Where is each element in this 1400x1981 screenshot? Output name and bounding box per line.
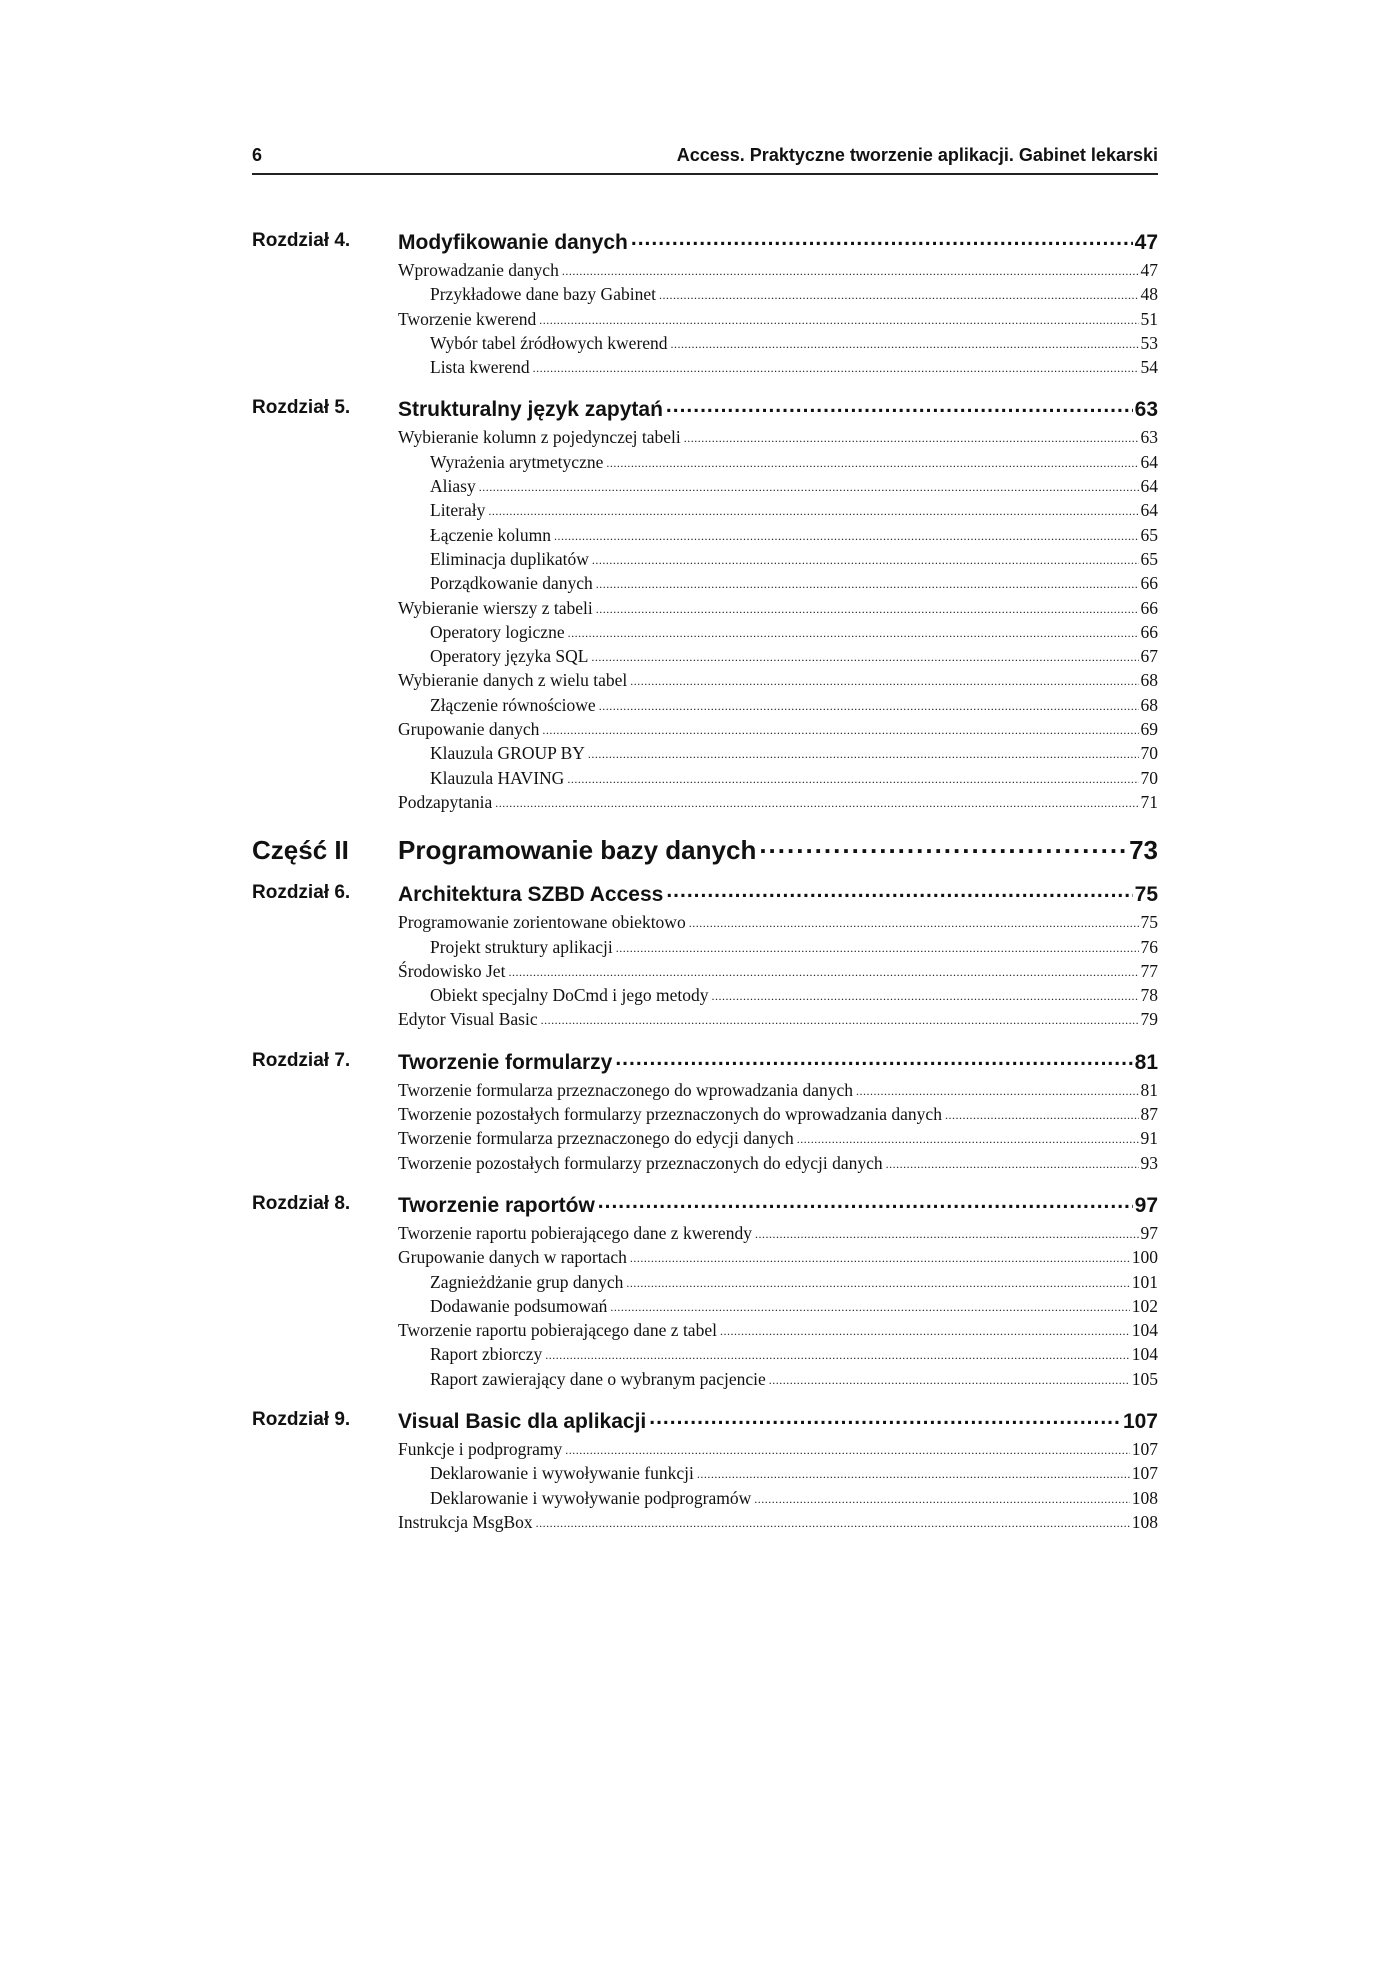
part-section [252,830,1158,870]
dot-leader [592,554,1139,566]
toc-entry-page: 76 [1140,936,1158,957]
toc-entry-text: Projekt struktury aplikacji [430,936,613,957]
toc-entry-text: Wybieranie kolumn z pojedynczej tabeli [398,427,681,448]
toc-entry-text: Przykładowe dane bazy Gabinet [430,284,656,305]
toc-subentry[interactable] [398,1461,1158,1485]
chapter-label: Rozdział 6. [252,882,351,904]
chapter-section [252,395,1158,814]
part-title-row[interactable] [398,830,1158,870]
toc-entry-text: Wybieranie danych z wielu tabel [398,670,628,691]
toc-subentry[interactable] [398,1270,1158,1294]
toc-entry-text: Raport zbiorczy [430,1344,543,1365]
toc-entry-page: 79 [1140,1009,1158,1030]
toc-subentry[interactable] [398,1342,1158,1366]
toc-subentry[interactable] [398,498,1158,522]
toc-entry-page: 71 [1140,791,1158,812]
toc-entry-text: Programowanie zorientowane obiektowo [398,912,686,933]
toc-page-number: 47 [1134,231,1158,254]
chapter-title-row[interactable] [398,1048,1158,1078]
toc-entry-page: 63 [1140,427,1158,448]
chapter-title-row[interactable] [398,228,1158,258]
toc-entry-page: 100 [1131,1247,1158,1268]
dot-leader [631,228,1133,249]
toc-subentry[interactable] [398,355,1158,379]
toc-entry[interactable] [398,668,1158,692]
dot-leader [610,1301,1129,1313]
toc-entry-page: 78 [1140,985,1158,1006]
toc-entry-text: Tworzenie pozostałych formularzy przeznaczonych do edycji danych [398,1152,883,1173]
toc-entry-page: 104 [1131,1344,1158,1365]
toc-entry-page: 105 [1131,1368,1158,1389]
toc-entry-page: 48 [1140,284,1158,305]
dot-leader [596,578,1139,590]
dot-leader [488,505,1138,517]
dot-leader [659,289,1139,301]
toc-entry-text: Wyrażenia arytmetyczne [430,451,604,472]
chapter-label: Rozdział 5. [252,397,351,419]
dot-leader [568,627,1139,639]
toc-entry[interactable] [398,307,1158,331]
toc-entry-text: Środowisko Jet [398,960,506,981]
toc-entry-text: Raport zawierający dane o wybranym pacjencie [430,1368,766,1389]
toc-entry[interactable] [398,1078,1158,1102]
toc-subentry[interactable] [398,935,1158,959]
toc-entry-text: Grupowanie danych [398,719,540,740]
toc-entry-page: 64 [1140,500,1158,521]
dot-leader [606,457,1138,469]
toc-entry-text: Tworzenie raportu pobierającego dane z kwerendy [398,1222,752,1243]
chapter-title-row[interactable] [398,1407,1158,1437]
dot-leader [508,966,1138,978]
toc-entry-page: 67 [1140,646,1158,667]
toc-subentry[interactable] [398,282,1158,306]
toc-entry-page: 64 [1140,476,1158,497]
toc-entry-page: 70 [1140,767,1158,788]
dot-leader [591,651,1138,663]
table-of-contents [252,212,1158,1534]
dot-leader [712,990,1139,1002]
toc-subentry[interactable] [398,983,1158,1007]
toc-entry[interactable] [398,1510,1158,1534]
dot-leader [769,1374,1130,1386]
toc-entry-page: 101 [1131,1271,1158,1292]
toc-entry-text: Tworzenie formularza przeznaczonego do edycji danych [398,1128,794,1149]
chapter-title-row[interactable] [398,880,1158,910]
toc-entry-text: Łączenie kolumn [430,524,551,545]
dot-leader [759,831,1127,857]
dot-leader [630,1252,1130,1264]
toc-entry-text: Tworzenie pozostałych formularzy przeznaczonych do wprowadzania danych [398,1104,942,1125]
toc-subentry[interactable] [398,766,1158,790]
chapter-section [252,1048,1158,1175]
toc-title: Programowanie bazy danych [398,835,757,866]
toc-subentry[interactable] [398,547,1158,571]
dot-leader [945,1109,1139,1121]
toc-entry-page: 47 [1140,260,1158,280]
toc-entry-text: Wprowadzanie danych [398,260,559,280]
dot-leader [626,1277,1129,1289]
toc-subentry[interactable] [398,741,1158,765]
toc-entry-text: Tworzenie formularza przeznaczonego do wprowadzania danych [398,1079,853,1100]
toc-entry-text: Klauzula GROUP BY [430,743,585,764]
toc-entry[interactable] [398,959,1158,983]
toc-entry-page: 66 [1140,621,1158,642]
toc-page-number: 107 [1122,1409,1158,1433]
dot-leader [697,1468,1130,1480]
toc-entry[interactable] [398,1318,1158,1342]
toc-entry-page: 91 [1140,1128,1158,1149]
toc-entry-text: Literały [430,500,486,521]
toc-page-number: 63 [1134,398,1158,422]
book-title: Access. Praktyczne tworzenie aplikacji. Gabinet lekarski [676,145,1158,165]
toc-entry[interactable] [398,1007,1158,1031]
toc-entry-text: Operatory logiczne [430,621,565,642]
toc-entry-page: 65 [1140,524,1158,545]
toc-entry[interactable] [398,1437,1158,1461]
toc-subentry[interactable] [398,644,1158,668]
toc-entry-page: 102 [1131,1295,1158,1316]
toc-entry-page: 87 [1140,1104,1158,1125]
toc-subentry[interactable] [398,1486,1158,1510]
dot-leader [599,700,1139,712]
toc-entry-page: 70 [1140,743,1158,764]
toc-entry-text: Tworzenie kwerend [398,308,537,329]
toc-entry-text: Grupowanie danych w raportach [398,1247,627,1268]
toc-title: Visual Basic dla aplikacji [398,1409,647,1433]
toc-entry-page: 108 [1131,1511,1158,1532]
toc-entry-text: Klauzula HAVING [430,767,565,788]
dot-leader [542,724,1138,736]
dot-leader [630,675,1138,687]
toc-subentry[interactable] [398,474,1158,498]
toc-subentry[interactable] [398,523,1158,547]
toc-entry-page: 108 [1131,1487,1158,1508]
toc-entry-page: 69 [1140,719,1158,740]
toc-entry-page: 65 [1140,548,1158,569]
toc-subentry[interactable] [398,1294,1158,1318]
dot-leader [545,1349,1130,1361]
dot-leader [615,1048,1132,1069]
toc-entry[interactable] [398,1126,1158,1150]
dot-leader [588,748,1139,760]
dot-leader [666,395,1133,416]
toc-entry-text: Instrukcja MsgBox [398,1511,533,1532]
dot-leader [596,603,1139,615]
toc-entry-page: 68 [1140,694,1158,715]
dot-leader [755,1228,1139,1240]
dot-leader [797,1133,1139,1145]
dot-leader [720,1325,1130,1337]
page-number: 6 [252,145,263,165]
toc-entry-page: 66 [1140,573,1158,594]
toc-entry-text: Funkcje i podprogramy [398,1438,563,1459]
toc-entry-text: Operatory języka SQL [430,646,589,667]
chapter-title-row[interactable] [398,1191,1158,1221]
toc-entry-page: 97 [1140,1222,1158,1243]
toc-entry[interactable] [398,717,1158,741]
dot-leader [671,338,1139,350]
toc-page-number: 73 [1129,835,1158,866]
dot-leader [886,1158,1139,1170]
toc-entry[interactable] [398,1102,1158,1126]
toc-subentry[interactable] [398,571,1158,595]
toc-entry-text: Lista kwerend [430,357,530,378]
toc-entry-page: 68 [1140,670,1158,691]
chapter-label: Rozdział 8. [252,1192,351,1214]
toc-page-number: 75 [1134,883,1158,907]
toc-entry-page: 107 [1131,1463,1158,1484]
chapter-section [252,228,1158,379]
dot-leader [754,1493,1130,1505]
dot-leader [495,797,1138,809]
toc-subentry[interactable] [398,620,1158,644]
dot-leader [649,1407,1121,1428]
toc-entry[interactable] [398,1151,1158,1175]
toc-entry-page: 51 [1140,308,1158,329]
toc-entry-page: 53 [1140,332,1158,353]
toc-entry-text: Wybieranie wierszy z tabeli [398,597,593,618]
toc-entry[interactable] [398,790,1158,814]
toc-subentry[interactable] [398,331,1158,355]
toc-entry-text: Podzapytania [398,791,493,812]
toc-entry-page: 77 [1140,960,1158,981]
toc-entry-page: 66 [1140,597,1158,618]
toc-title: Tworzenie raportów [398,1193,595,1217]
chapter-label: Rozdział 9. [252,1408,351,1430]
chapter-section [252,880,1158,1031]
toc-entry-page: 75 [1140,912,1158,933]
toc-entry-page: 54 [1140,357,1158,378]
chapter-title-row[interactable] [398,395,1158,425]
running-header [252,145,1158,175]
toc-entry-text: Porządkowanie danych [430,573,593,594]
dot-leader [598,1191,1133,1212]
toc-entry-text: Tworzenie raportu pobierającego dane z tabel [398,1320,717,1341]
toc-title: Strukturalny język zapytań [398,398,663,422]
chapter-label: Rozdział 7. [252,1049,351,1071]
dot-leader [554,530,1139,542]
chapter-section [252,1407,1158,1534]
toc-entry-text: Deklarowanie i wywoływanie funkcji [430,1463,694,1484]
dot-leader [567,773,1138,785]
part-label: Część II [252,835,349,866]
toc-title: Architektura SZBD Access [398,883,664,907]
dot-leader [565,1444,1129,1456]
toc-subentry[interactable] [398,1367,1158,1391]
chapter-section [252,1191,1158,1391]
toc-entry-page: 93 [1140,1152,1158,1173]
toc-entry-text: Złączenie równościowe [430,694,596,715]
toc-page-number: 81 [1134,1050,1158,1074]
toc-entry-page: 104 [1131,1320,1158,1341]
toc-entry[interactable] [398,910,1158,934]
dot-leader [541,1014,1139,1026]
toc-entry[interactable] [398,1245,1158,1269]
toc-entry-text: Zagnieżdżanie grup danych [430,1271,624,1292]
toc-entry[interactable] [398,425,1158,449]
dot-leader [689,917,1139,929]
toc-entry-text: Edytor Visual Basic [398,1009,538,1030]
toc-entry-page: 64 [1140,451,1158,472]
toc-title: Tworzenie formularzy [398,1050,613,1074]
toc-entry-text: Eliminacja duplikatów [430,548,589,569]
toc-entry-text: Aliasy [430,476,476,497]
toc-subentry[interactable] [398,693,1158,717]
dot-leader [856,1085,1139,1097]
toc-entry[interactable] [398,258,1158,282]
dot-leader [666,880,1132,901]
toc-title: Modyfikowanie danych [398,231,628,254]
toc-entry-text: Deklarowanie i wywoływanie podprogramów [430,1487,752,1508]
toc-entry[interactable] [398,1221,1158,1245]
toc-entry-text: Obiekt specjalny DoCmd i jego metody [430,985,709,1006]
toc-subentry[interactable] [398,450,1158,474]
toc-entry[interactable] [398,596,1158,620]
dot-leader [479,481,1139,493]
chapter-label: Rozdział 4. [252,230,351,251]
toc-entry-text: Dodawanie podsumowań [430,1295,608,1316]
dot-leader [533,362,1139,374]
dot-leader [539,314,1138,326]
toc-entry-text: Wybór tabel źródłowych kwerend [430,332,668,353]
toc-entry-page: 107 [1131,1438,1158,1459]
dot-leader [536,1517,1130,1529]
dot-leader [684,432,1139,444]
dot-leader [616,942,1139,954]
dot-leader [562,265,1139,277]
toc-entry-page: 81 [1140,1079,1158,1100]
toc-page-number: 97 [1134,1193,1158,1217]
